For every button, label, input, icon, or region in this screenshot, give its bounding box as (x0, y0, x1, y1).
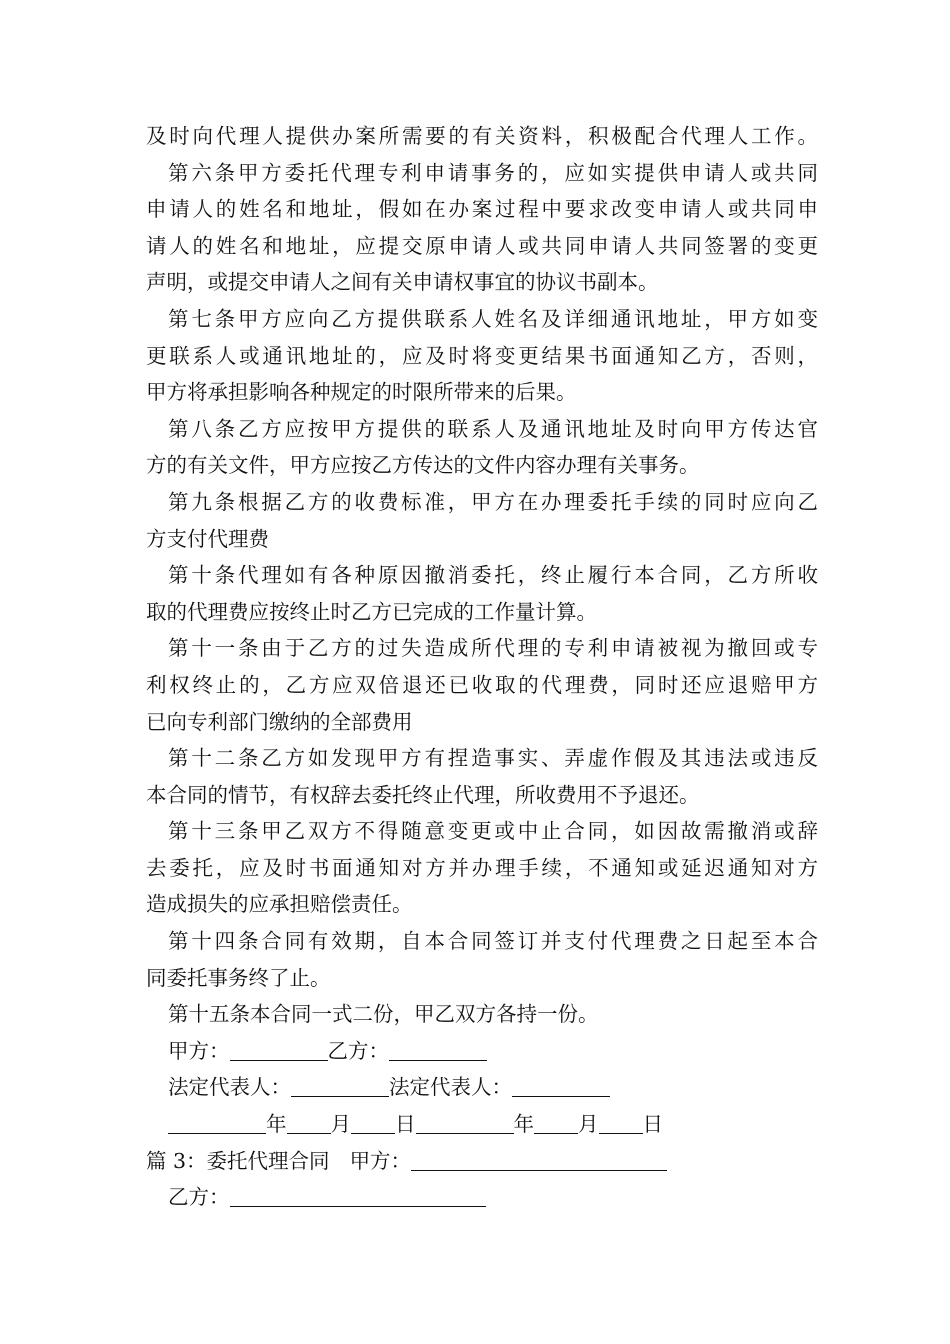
year-label: 年 (266, 1112, 287, 1137)
text-line: 造成损失的应承担赔偿责任。 (146, 892, 413, 917)
text-line: 利权终止的，乙方应双倍退还已收取的代理费，同时还应退赔甲方 (146, 672, 818, 697)
text-line: 更联系人或通讯地址的，应及时将变更结果书面通知乙方，否则， (146, 343, 818, 368)
year-b-blank[interactable] (416, 1111, 514, 1134)
signature-date-line (146, 1106, 818, 1143)
section-3-party-b-blank[interactable] (230, 1184, 486, 1207)
party-b-label: 乙方： (327, 1038, 389, 1063)
rep-b-label: 法定代表人： (389, 1075, 512, 1100)
text-line: 取的代理费应按终止时乙方已完成的工作量计算。 (146, 599, 597, 624)
text-line: 本合同的情节，有权辞去委托终止代理，所收费用不予退还。 (146, 782, 700, 807)
text-line: 去委托，应及时书面通知对方并办理手续，不通知或延迟通知对方 (146, 855, 818, 880)
day-a-blank[interactable] (351, 1111, 395, 1134)
text-line: 第九条根据乙方的收费标准，甲方在办理委托手续的同时应向乙 (168, 489, 818, 514)
text-line: 及时向代理人提供办案所需要的有关资料，积极配合代理人工作。 (146, 124, 818, 148)
month-b-blank[interactable] (534, 1111, 578, 1134)
section-3-party-b-line (146, 1179, 818, 1216)
rep-a-label: 法定代表人： (168, 1075, 291, 1100)
party-a-blank[interactable] (230, 1038, 328, 1061)
text-line: 第十一条由于乙方的过失造成所代理的专利申请被视为撤回或专 (168, 636, 818, 661)
section-3-party-b-label: 乙方： (168, 1185, 230, 1210)
text-line: 第十五条本合同一式二份，甲乙双方各持一份。 (168, 1002, 599, 1027)
party-a-label: 甲方： (168, 1038, 230, 1063)
text-line: 第八条乙方应按甲方提供的联系人及通讯地址及时向甲方传达官 (168, 416, 818, 441)
rep-b-blank[interactable] (512, 1074, 610, 1097)
text-line: 第七条甲方应向乙方提供联系人姓名及详细通讯地址，甲方如变 (168, 306, 818, 331)
section-3-title: 篇 3：委托代理合同 (146, 1148, 330, 1173)
text-line: 同委托事务终了止。 (146, 965, 331, 990)
year-a-blank[interactable] (168, 1111, 266, 1134)
text-line: 第十四条合同有效期，自本合同签订并支付代理费之日起至本合 (168, 929, 818, 954)
document-body (146, 118, 818, 1216)
text-line: 第六条甲方委托代理专利申请事务的，应如实提供申请人或共同 (168, 160, 818, 185)
party-b-blank[interactable] (389, 1038, 487, 1061)
day-label: 日 (642, 1112, 663, 1137)
month-label: 月 (330, 1112, 351, 1137)
text-line: 第十条代理如有各种原因撤消委托，终止履行本合同，乙方所收 (168, 563, 818, 588)
text-line: 申请人的姓名和地址，假如在办案过程中要求改变申请人或共同申 (146, 197, 818, 222)
text-line: 第十三条甲乙双方不得随意变更或中止合同，如因故需撤消或辞 (168, 819, 818, 844)
signature-representatives-line (146, 1069, 818, 1106)
rep-a-blank[interactable] (291, 1074, 389, 1097)
text-line: 第十二条乙方如发现甲方有捏造事实、弄虚作假及其违法或违反 (168, 746, 818, 771)
text-line: 请人的姓名和地址，应提交原申请人或共同申请人共同签署的变更 (146, 233, 818, 258)
text-line: 声明，或提交申请人之间有关申请权事宜的协议书副本。 (146, 270, 659, 295)
text-line: 甲方将承担影响各种规定的时限所带来的后果。 (146, 380, 577, 405)
day-label: 日 (395, 1112, 416, 1137)
text-line: 已向专利部门缴纳的全部费用 (146, 709, 413, 734)
text-line: 方的有关文件，甲方应按乙方传达的文件内容办理有关事务。 (146, 453, 700, 478)
section-3-party-a-blank[interactable] (411, 1148, 667, 1171)
text-line: 方支付代理费 (146, 526, 269, 551)
month-a-blank[interactable] (287, 1111, 331, 1134)
signature-parties-line (146, 1033, 818, 1070)
section-3-heading-line (146, 1143, 818, 1180)
month-label: 月 (578, 1112, 599, 1137)
section-3-party-a-label: 甲方： (349, 1148, 412, 1173)
day-b-blank[interactable] (599, 1111, 643, 1134)
year-label: 年 (513, 1112, 534, 1137)
